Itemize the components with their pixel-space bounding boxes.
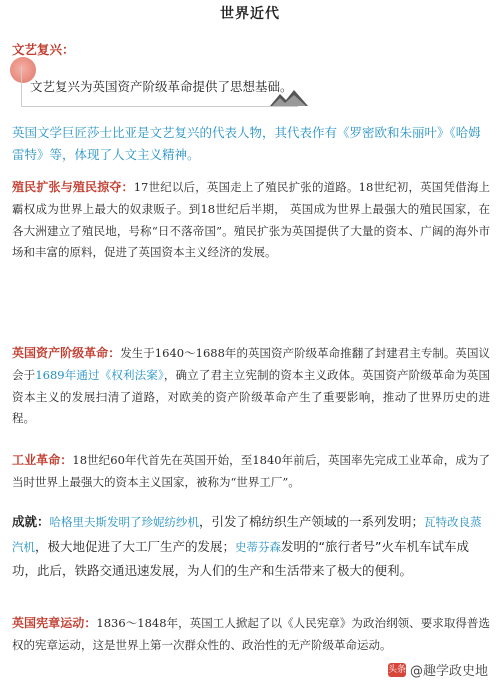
achievement-watt: 瓦特改良蒸汽机 [12,515,482,554]
section-renaissance-label: 文艺复兴： [12,42,75,57]
achievement-jenny: 哈格里夫斯发明了珍妮纺纱机 [49,515,200,529]
revolution-text-2: ，确立了君主立宪制的资本主义政体。英国资产阶级革命为英国资本主义的发展扫清了道路，对欧美的资产阶级革命产生了重要影响，推动了世界历史的进程。 [12,367,491,426]
industrial-text: 18世纪60年代首先在英国开始，至1840年前后，英国率先完成工业革命，成为了当时世界上最强大的资本主义国家，被称为“世界工厂”。 [12,453,490,489]
page-title: 世界近代 [220,6,280,22]
revolution-text-1: 发生于1640～1688年的英国资产阶级革命推翻了封建君主专制。英国议会于 [12,346,490,382]
mountain-decoration-icon [268,86,310,108]
revolution-label: 英国资产阶级革命： [12,346,121,360]
industrial-label: 工业革命： [12,453,73,467]
achievements-label: 成就： [12,514,50,529]
colonial-text: 17世纪以后，英国走上了殖民扩张的道路。18世纪初，英国凭借海上霸权成为世界上最大的奴隶贩子。到18世纪后半期， 英国成为世界上最强大的殖民国家，在各大洲建立了殖民地，号称“日不落帝国”。殖民扩张为英国提供了大量的资本、广阔的海外市场和丰富的原料，促进了英国资本主义经济的发展。 [12,180,490,260]
achievement-text-1: ，引发了棉纺织生产领域的一系列发明； [199,514,425,529]
achievement-stephenson: 史蒂芬森 [235,539,282,554]
revolution-paragraph [12,343,490,430]
chartism-text: 1836～1848年，英国工人掀起了以《人民宪章》为政治纲领、要求取得普选权的宪章运动，这是世界上第一次群众性的、政治性的无产阶级革命运动。 [12,616,490,652]
colonial-paragraph [12,177,490,264]
achievement-text-2: ，极大地促进了大工厂生产的发展； [35,538,236,554]
industrial-paragraph [12,450,490,494]
chartism-label: 英国宪章运动： [12,616,97,630]
achievement-text-3: 发明的“旅行者号”火车机车试车成功，此后，铁路交通迅速发展，为人们的生产和生活带来了极大的便利。 [12,538,469,578]
colonial-label: 殖民扩张与殖民掠夺： [12,180,134,194]
shakespeare-paragraph: 英国文学巨匠莎士比亚是文艺复兴的代表人物，其代表作有《罗密欧和朱丽叶》《哈姆雷特》等，体现了人文主义精神。 [12,125,481,162]
bill-of-rights-link: 1689年通过《权利法案》 [35,367,164,382]
achievements-paragraph [12,510,490,583]
renaissance-quote: 文艺复兴为英国资产阶级革命提供了思想基础。 [30,79,293,94]
watermark [388,660,488,679]
watermark-text: @趣学政史地 [409,664,488,679]
chartism-paragraph [12,613,490,657]
toutiao-logo-icon: 头条 [387,664,406,675]
